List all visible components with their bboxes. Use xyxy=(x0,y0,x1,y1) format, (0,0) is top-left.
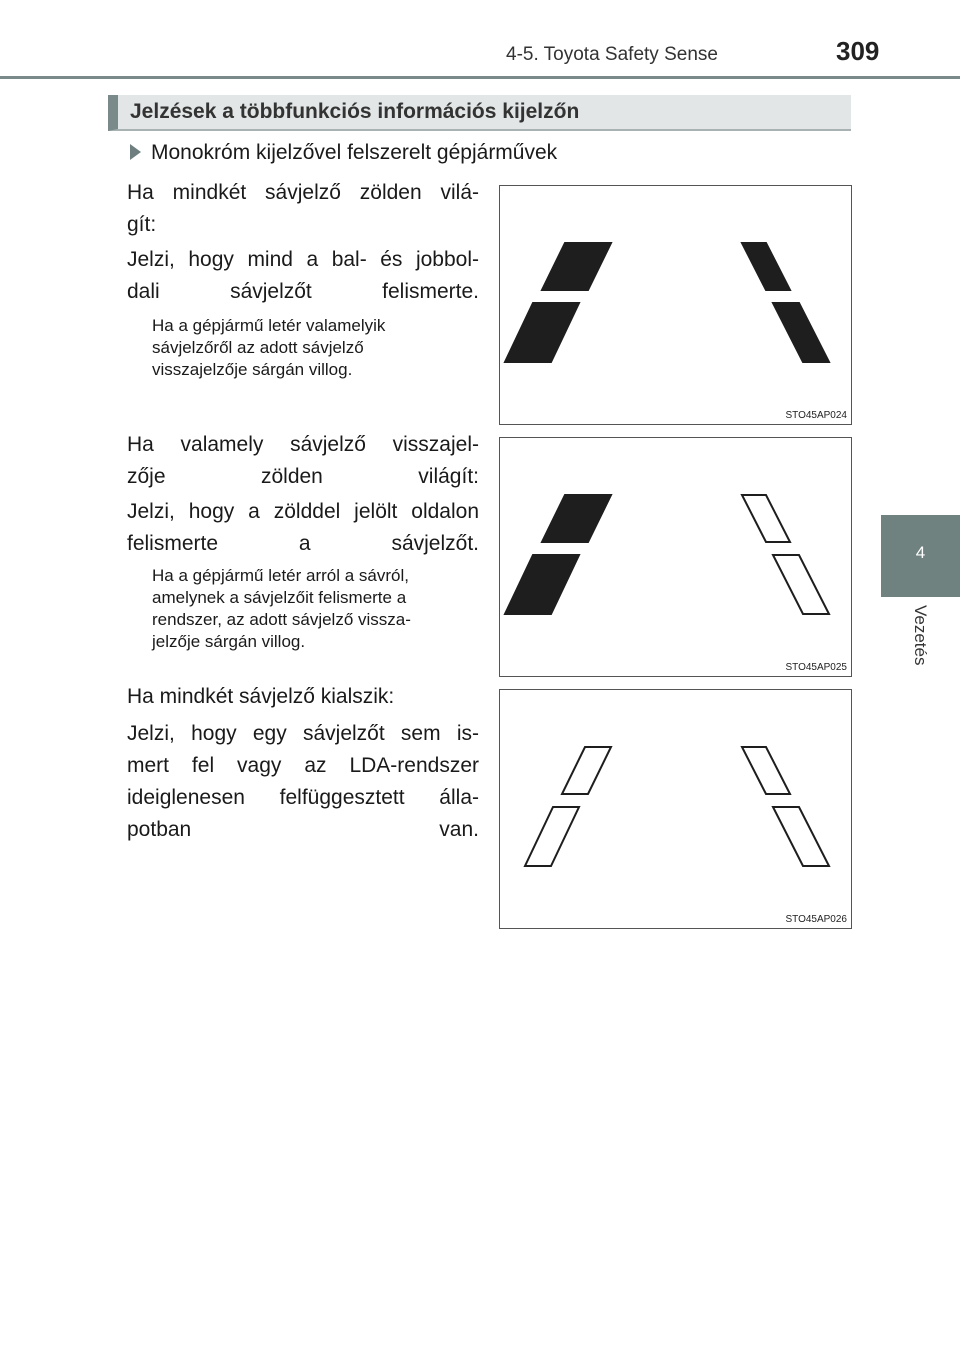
section-heading-text: Jelzések a többfunkciós információs kijelzőn xyxy=(130,100,580,123)
right-lane-upper-marker xyxy=(742,243,790,290)
lane-figure xyxy=(499,185,852,425)
lane-figure xyxy=(499,437,852,677)
meaning-text: Jelzi, hogy a zölddel jelölt oldalon felismerte a sávjelzőt. xyxy=(127,500,479,555)
triangle-bullet-icon xyxy=(130,144,141,160)
left-lane-upper-marker xyxy=(542,495,611,542)
meaning-text: Jelzi, hogy mind a bal- és jobbol- dali sávjelzőt felismerte. xyxy=(127,248,479,303)
left-lane-lower-marker xyxy=(505,303,579,362)
chapter-tab[interactable] xyxy=(881,515,960,597)
lane-marker-diagram xyxy=(500,690,853,930)
lane-marker-diagram xyxy=(500,186,853,426)
note-text: Ha a gépjármű letér arról a sávról, amelynek a sávjelzőit felismerte a rendszer, az adott sávjelző vissza- jelzője sárgán villog. xyxy=(152,566,411,651)
section-heading xyxy=(108,95,851,131)
lane-marker-diagram xyxy=(500,438,853,678)
lane-figure xyxy=(499,689,852,929)
right-lane-upper-marker xyxy=(742,747,790,794)
header-title: 4-5. Toyota Safety Sense xyxy=(506,44,718,65)
left-lane-upper-marker xyxy=(562,747,611,794)
condition-text: Ha mindkét sávjelző zölden vilá- gít: xyxy=(127,181,479,236)
right-lane-lower-marker xyxy=(773,807,829,866)
figure-code: STO45AP026 xyxy=(785,914,847,925)
chapter-number: 4 xyxy=(915,543,926,562)
left-lane-upper-marker xyxy=(542,243,611,290)
right-lane-upper-marker xyxy=(742,495,790,542)
note-text: Ha a gépjármű letér valamelyik sávjelzőről az adott sávjelző visszajelzője sárgán villog. xyxy=(152,316,386,379)
left-lane-lower-marker xyxy=(525,807,579,866)
condition-text: Ha valamely sávjelző visszajel- zője zölden világít: xyxy=(127,433,479,488)
bullet-item xyxy=(130,141,557,165)
bullet-text: Monokróm kijelzővel felszerelt gépjárművek xyxy=(151,141,558,164)
figure-code: STO45AP024 xyxy=(785,410,847,421)
header-rule xyxy=(0,76,960,79)
right-lane-lower-marker xyxy=(773,555,829,614)
chapter-label: Vezetés xyxy=(911,605,930,666)
right-lane-lower-marker xyxy=(773,303,829,362)
page-number: 309 xyxy=(836,36,880,66)
figure-code: STO45AP025 xyxy=(785,662,847,673)
meaning-text: Jelzi, hogy egy sávjelzőt sem is- mert fel vagy az LDA-rendszer ideiglenesen felfüggesztett álla- potban van. xyxy=(127,722,479,841)
condition-text: Ha mindkét sávjelző kialszik: xyxy=(127,685,395,708)
left-lane-lower-marker xyxy=(505,555,579,614)
